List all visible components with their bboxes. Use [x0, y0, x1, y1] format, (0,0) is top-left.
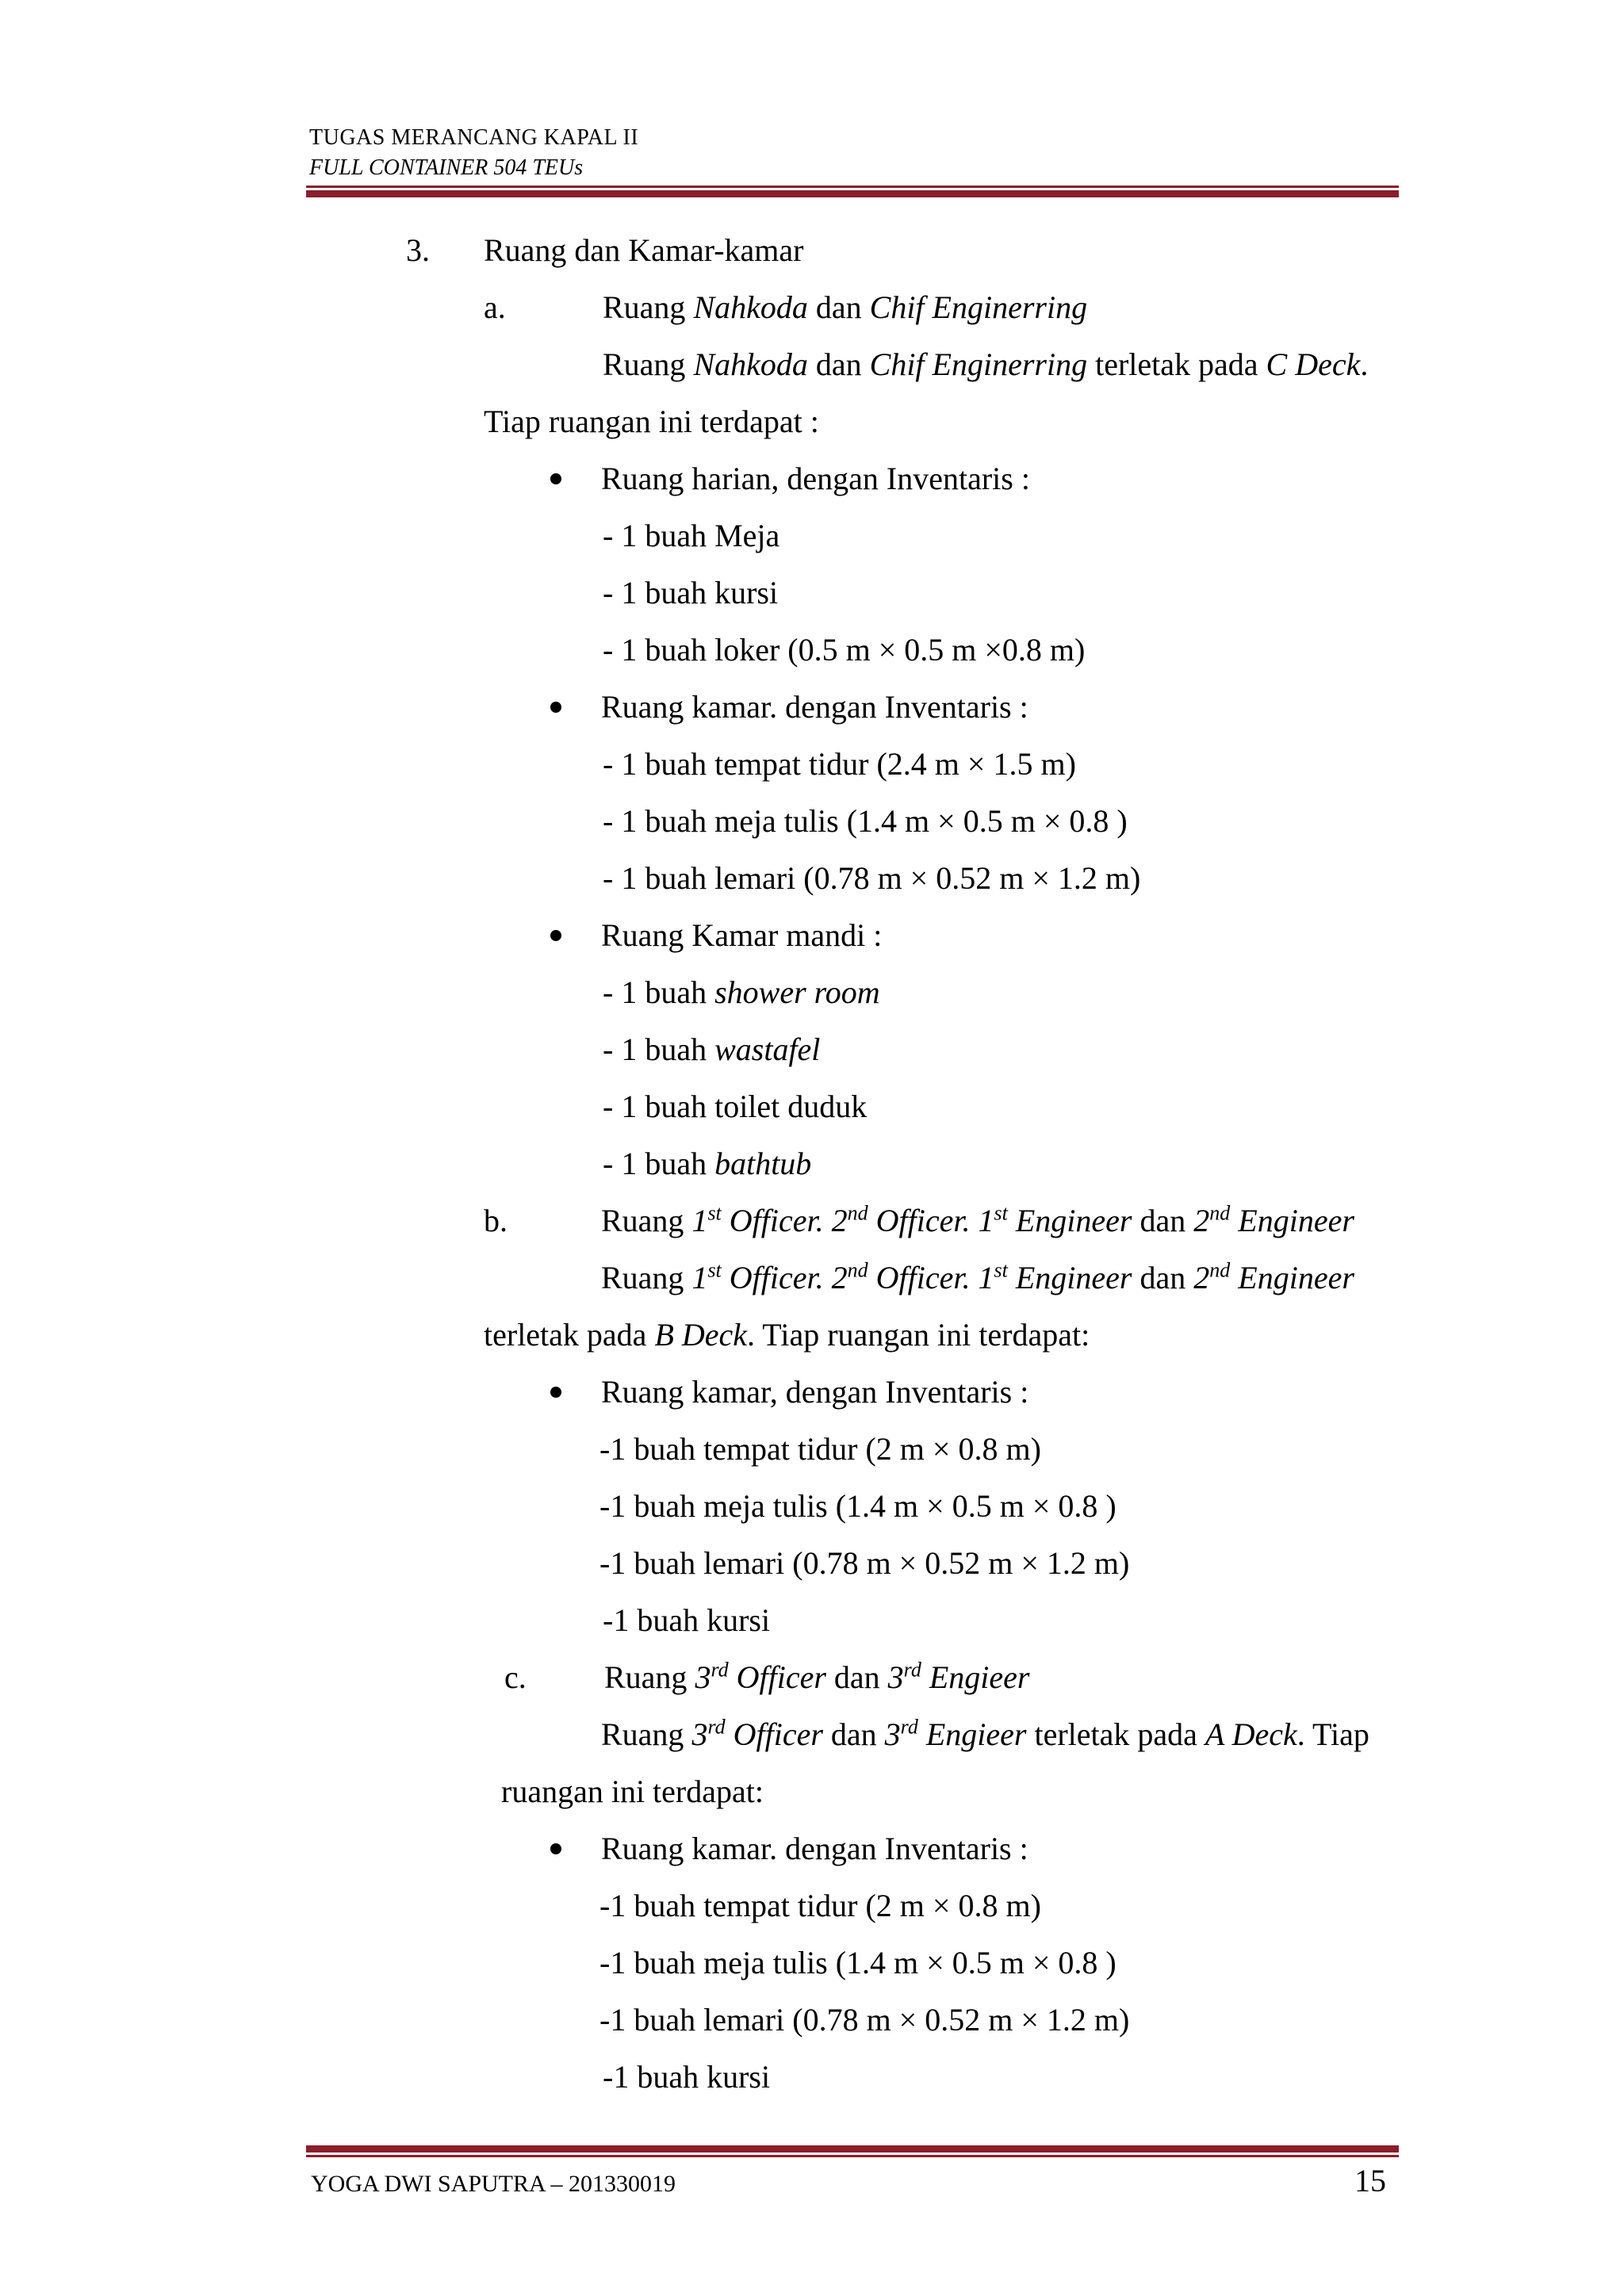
- section-title: Ruang dan Kamar-kamar: [484, 232, 804, 268]
- sub-c-heading: Ruang 3rd Officer dan 3rd Engieer: [604, 1658, 1030, 1695]
- list-item: - 1 buah tempat tidur (2.4 m × 1.5 m): [603, 746, 1076, 782]
- bullet-icon: [550, 473, 561, 484]
- sub-b-paragraph-line2: terletak pada B Deck. Tiap ruangan ini terdapat:: [484, 1317, 1090, 1353]
- list-item: - 1 buah toilet duduk: [603, 1089, 868, 1124]
- bullet-icon: [550, 1843, 561, 1854]
- sub-b-heading: Ruang 1st Officer. 2nd Officer. 1st Engineer dan 2nd Engineer: [601, 1201, 1354, 1238]
- list-item: -1 buah meja tulis (1.4 m × 0.5 m × 0.8 ): [599, 1488, 1116, 1524]
- list-item: -1 buah lemari (0.78 m × 0.52 m × 1.2 m): [599, 2002, 1130, 2038]
- list-item: - 1 buah kursi: [603, 575, 779, 610]
- sub-a-letter: a.: [484, 289, 506, 325]
- sub-a-heading: Ruang Nahkoda dan Chif Enginerring: [603, 289, 1088, 325]
- sub-a-bullet-3-title: Ruang Kamar mandi :: [601, 917, 883, 953]
- list-item: - 1 buah lemari (0.78 m × 0.52 m × 1.2 m): [603, 860, 1141, 896]
- sub-b-paragraph-line1: Ruang 1st Officer. 2nd Officer. 1st Engineer dan 2nd Engineer: [601, 1258, 1354, 1295]
- list-item: -1 buah kursi: [603, 1602, 771, 1638]
- header-rule-thick: [306, 190, 1399, 197]
- list-item: -1 buah kursi: [603, 2059, 771, 2095]
- section-number: 3.: [406, 232, 430, 268]
- sub-a-bullet-2-title: Ruang kamar. dengan Inventaris :: [601, 689, 1028, 725]
- header-subtitle: FULL CONTAINER 504 TEUs: [309, 155, 584, 180]
- header-rule-thin: [306, 186, 1399, 188]
- list-item: - 1 buah shower room: [603, 974, 880, 1010]
- list-item: - 1 buah wastafel: [603, 1031, 821, 1067]
- footer-rule-thin: [306, 2155, 1399, 2157]
- bullet-icon: [550, 930, 561, 941]
- page-number: 15: [1354, 2163, 1386, 2198]
- sub-c-paragraph-line1: Ruang 3rd Officer dan 3rd Engieer terletak pada A Deck. Tiap: [601, 1715, 1369, 1752]
- list-item: -1 buah tempat tidur (2 m × 0.8 m): [599, 1431, 1041, 1467]
- list-item: -1 buah meja tulis (1.4 m × 0.5 m × 0.8 ): [599, 1945, 1116, 1980]
- sub-b-letter: b.: [484, 1203, 508, 1238]
- sub-c-paragraph-line2: ruangan ini terdapat:: [501, 1774, 764, 1809]
- footer-rule-thick: [306, 2145, 1399, 2152]
- sub-a-paragraph-line1: Ruang Nahkoda dan Chif Enginerring terletak pada C Deck.: [603, 346, 1369, 382]
- header-title: TUGAS MERANCANG KAPAL II: [309, 125, 639, 150]
- sub-c-bullet-title: Ruang kamar. dengan Inventaris :: [601, 1831, 1028, 1866]
- bullet-icon: [550, 1387, 561, 1398]
- list-item: - 1 buah bathtub: [603, 1146, 812, 1181]
- list-item: - 1 buah meja tulis (1.4 m × 0.5 m × 0.8 ): [603, 803, 1128, 839]
- list-item: -1 buah tempat tidur (2 m × 0.8 m): [599, 1888, 1041, 1923]
- list-item: -1 buah lemari (0.78 m × 0.52 m × 1.2 m): [599, 1545, 1130, 1581]
- list-item: - 1 buah Meja: [603, 518, 780, 553]
- sub-a-paragraph-line2: Tiap ruangan ini terdapat :: [484, 404, 819, 439]
- list-item: - 1 buah loker (0.5 m × 0.5 m ×0.8 m): [603, 632, 1086, 668]
- sub-c-letter: c.: [504, 1659, 527, 1695]
- sub-a-bullet-1-title: Ruang harian, dengan Inventaris :: [601, 461, 1030, 496]
- sub-b-bullet-title: Ruang kamar, dengan Inventaris :: [601, 1374, 1029, 1410]
- footer-author: YOGA DWI SAPUTRA – 201330019: [311, 2171, 676, 2197]
- bullet-icon: [550, 702, 561, 713]
